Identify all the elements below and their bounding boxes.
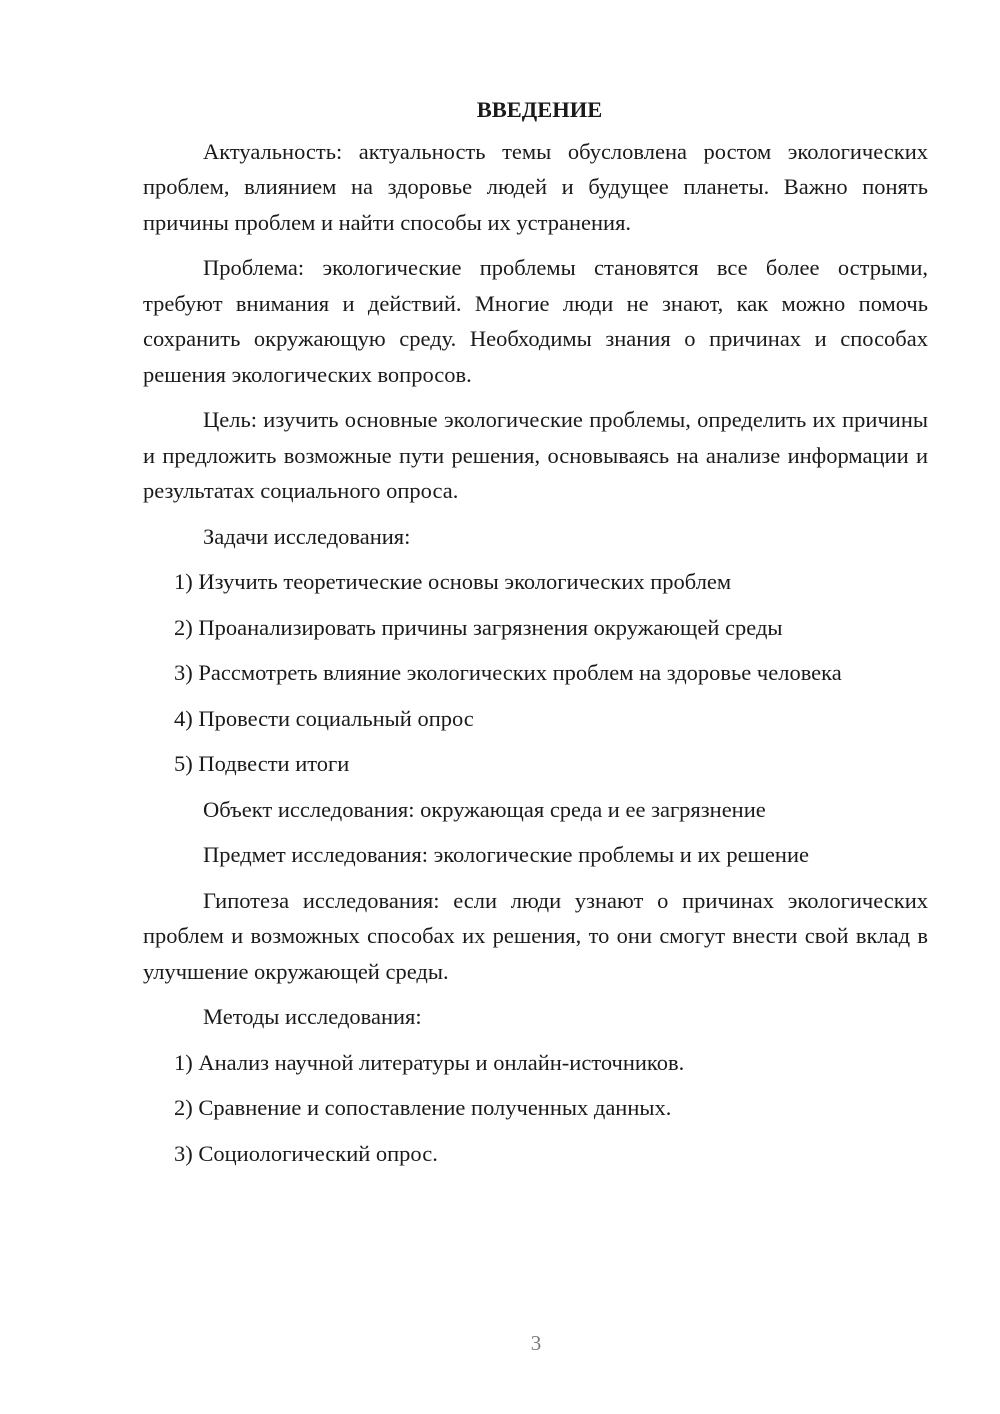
page-content [143, 92, 928, 1181]
object-line: Объект исследования: окружающая среда и ее загрязнение [203, 796, 766, 822]
problem-paragraph: Проблема: экологические проблемы становятся все более острыми, требуют внимания и действий. Многие люди не знают, как можно помочь сохранить окружающую среду. Необходимы знания о причинах и способах решения экологических вопросов. [143, 255, 928, 387]
list-item: 3) Рассмотреть влияние экологических проблем на здоровье человека [174, 660, 842, 685]
methods-list [143, 1045, 928, 1172]
page-number: 3 [530, 1331, 542, 1355]
list-item: 4) Провести социальный опрос [174, 705, 474, 731]
page-title: ВВЕДЕНИЕ [476, 97, 603, 122]
hypothesis-paragraph: Гипотеза исследования: если люди узнают о причинах экологических проблем и возможных способах их решения, то они смогут внести свой вклад в улучшение окружающей среды. [143, 887, 928, 984]
list-item: 5) Подвести итоги [174, 751, 350, 776]
methods-heading: Методы исследования: [203, 1004, 422, 1029]
list-item: 1) Изучить теоретические основы экологических проблем [174, 569, 732, 594]
tasks-heading: Задачи исследования: [203, 523, 411, 549]
tasks-list [143, 564, 928, 782]
goal-paragraph: Цель: изучить основные экологические проблемы, определить их причины и предложить возможные пути решения, основываясь на анализе информации и результатах социального опроса. [143, 407, 928, 503]
list-item: 1) Анализ научной литературы и онлайн-источников. [174, 1049, 685, 1075]
list-item: 2) Сравнение и сопоставление полученных данных. [174, 1095, 672, 1120]
relevance-paragraph: Актуальность: актуальность темы обусловлена ростом экологических проблем, влиянием на здоровье людей и будущее планеты. Важно понять причины проблем и найти способы их устранения. [143, 138, 928, 235]
list-item: 3) Социологический опрос. [174, 1140, 438, 1166]
list-item: 2) Проанализировать причины загрязнения окружающей среды [174, 614, 783, 640]
subject-line: Предмет исследования: экологические проблемы и их решение [203, 842, 809, 867]
